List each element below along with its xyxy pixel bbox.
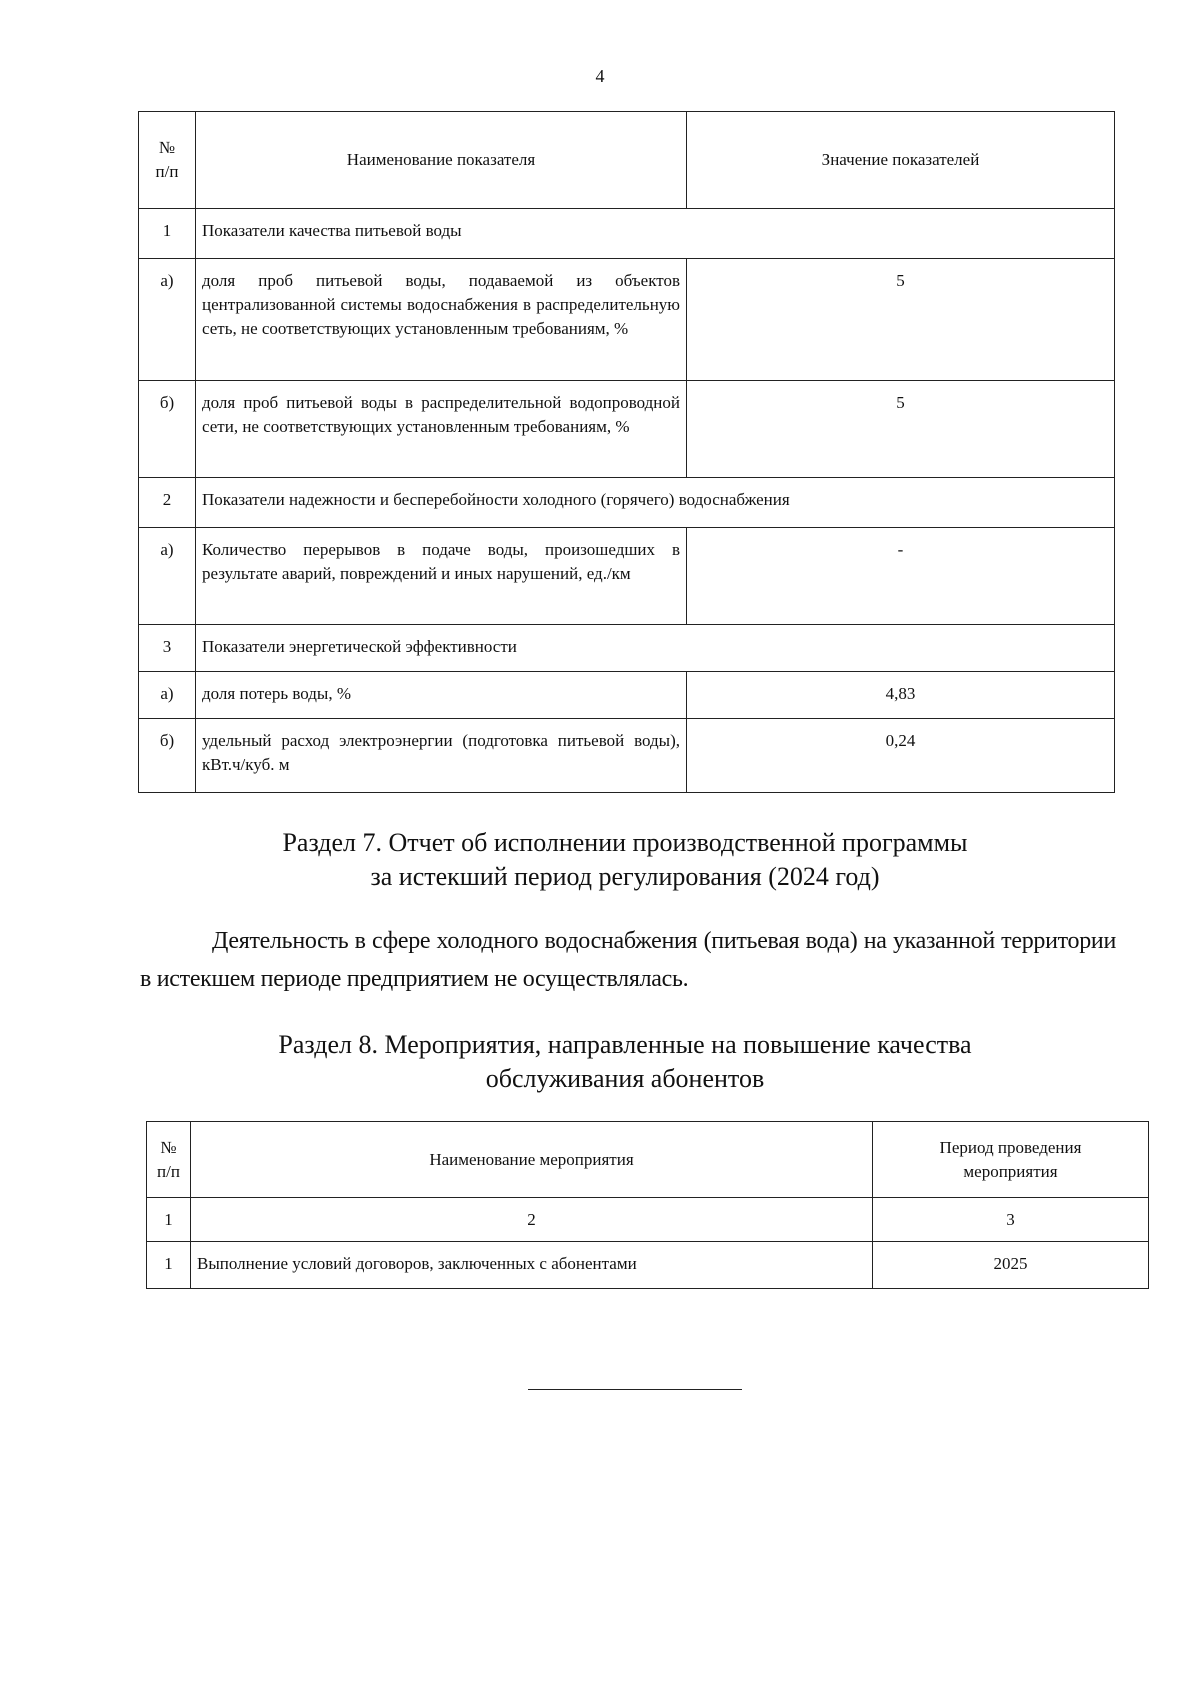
header-num: № п/п — [139, 112, 196, 209]
index-name: 2 — [191, 1198, 873, 1242]
section-name: Показатели энергетической эффективности — [196, 625, 1115, 672]
row-num: 2 — [139, 478, 196, 528]
index-period: 3 — [873, 1198, 1149, 1242]
indicator-value: 0,24 — [687, 719, 1115, 793]
header-num: № п/п — [147, 1122, 191, 1198]
measure-name: Выполнение условий договоров, заключенных с абонентами — [191, 1242, 873, 1289]
indicator-value: - — [687, 528, 1115, 625]
indicator-value: 5 — [687, 381, 1115, 478]
indicator-value: 4,83 — [687, 672, 1115, 719]
table-index-row — [147, 1198, 1149, 1242]
row-num: а) — [139, 259, 196, 381]
indicator-value: 5 — [687, 259, 1115, 381]
row-num: а) — [139, 672, 196, 719]
table-row — [139, 528, 1115, 625]
section-8-title-line-2: обслуживания абонентов — [485, 1064, 765, 1093]
measures-table — [146, 1121, 1149, 1289]
section-8-title — [0, 1028, 1200, 1096]
table-row — [139, 209, 1115, 259]
section-7-paragraph: Деятельность в сфере холодного водоснабжения (питьевая вода) на указанной территории в истекшем периоде предприятием не осуществлялась. — [140, 928, 1116, 992]
section-7-title — [0, 826, 1200, 894]
table-row — [139, 478, 1115, 528]
header-indicator-name: Наименование показателя — [196, 112, 687, 209]
row-num: 3 — [139, 625, 196, 672]
table-row — [139, 381, 1115, 478]
indicator-name: доля проб питьевой воды, подаваемой из объектов централизованной системы водоснабжения в распределительную сеть, не соответствующих установленным требованиям, % — [196, 259, 687, 381]
measure-period: 2025 — [873, 1242, 1149, 1289]
header-indicator-value: Значение показателей — [687, 112, 1115, 209]
section-name: Показатели надежности и бесперебойности холодного (горячего) водоснабжения — [196, 478, 1115, 528]
end-divider — [528, 1389, 742, 1390]
section-name: Показатели качества питьевой воды — [196, 209, 1115, 259]
table-row — [139, 672, 1115, 719]
indicator-name: Количество перерывов в подаче воды, произошедших в результате аварий, повреждений и иных нарушений, ед./км — [196, 528, 687, 625]
indicators-table — [138, 111, 1115, 793]
header-measure-period: Период проведения мероприятия — [873, 1122, 1149, 1198]
header-measure-name: Наименование мероприятия — [191, 1122, 873, 1198]
indicator-name: удельный расход электроэнергии (подготовка питьевой воды), кВт.ч/куб. м — [196, 719, 687, 793]
row-num: б) — [139, 719, 196, 793]
indicator-name: доля проб питьевой воды в распределительной водопроводной сети, не соответствующих установленным требованиям, % — [196, 381, 687, 478]
section-8-title-line-1: Раздел 8. Мероприятия, направленные на повышение качества — [278, 1030, 972, 1059]
table-row — [139, 259, 1115, 381]
table-row — [147, 1242, 1149, 1289]
indicator-name: доля потерь воды, % — [196, 672, 687, 719]
row-num: 1 — [139, 209, 196, 259]
section-7-title-line-1: Раздел 7. Отчет об исполнении производственной программы — [282, 828, 968, 857]
table-row — [139, 719, 1115, 793]
table-header-row — [147, 1122, 1149, 1198]
page-number: 4 — [595, 66, 605, 86]
section-7-title-line-2: за истекший период регулирования (2024 год) — [370, 862, 880, 891]
row-num: 1 — [147, 1242, 191, 1289]
row-num: а) — [139, 528, 196, 625]
index-num: 1 — [147, 1198, 191, 1242]
table-header-row — [139, 112, 1115, 209]
row-num: б) — [139, 381, 196, 478]
table-row — [139, 625, 1115, 672]
